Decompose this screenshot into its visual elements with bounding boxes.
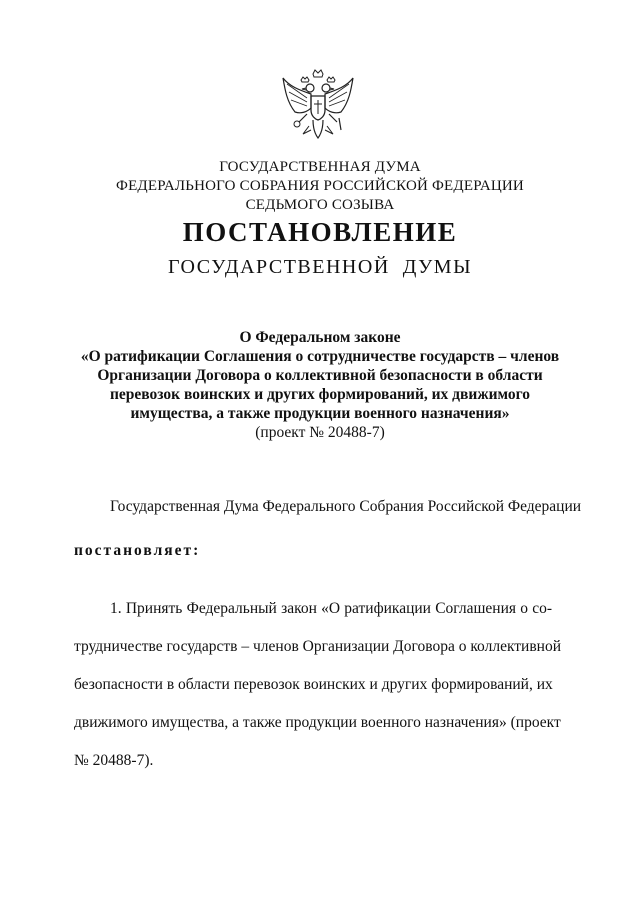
org-line-2: ФЕДЕРАЛЬНОГО СОБРАНИЯ РОССИЙСКОЙ ФЕДЕРАЦИИ (116, 178, 524, 194)
law-heading-line-2: «О ратификации Соглашения о сотрудничестве государств – членов (80, 348, 560, 365)
paragraph-1-line-3: безопасности в области перевозок воинских и других формирований, их (74, 676, 553, 693)
law-heading-line-5: имущества, а также продукции военного назначения» (130, 405, 510, 422)
law-heading-line-4: перевозок воинских и других формирований, их движимого (109, 386, 531, 403)
org-line-1: ГОСУДАРСТВЕННАЯ ДУМА (219, 159, 421, 175)
decides-word: постановляет: (74, 542, 201, 559)
paragraph-1-line-1: 1. Принять Федеральный закон «О ратификации Соглашения о со- (110, 600, 552, 617)
paragraph-1-line-4: движимого имущества, а также продукции военного назначения» (проект (74, 714, 561, 731)
law-heading-line-1: О Федеральном законе (239, 329, 401, 346)
document-subtitle: ГОСУДАРСТВЕННОЙ ДУМЫ (167, 256, 473, 278)
preamble-text: Государственная Дума Федерального Собрания Российской Федерации (110, 498, 582, 515)
paragraph-1-line-2: трудничестве государств – членов Организации Договора о коллективной (74, 638, 562, 655)
issuing-body (0, 158, 640, 215)
org-line-3: СЕДЬМОГО СОЗЫВА (245, 197, 395, 213)
paragraph-1 (74, 590, 562, 780)
law-heading-line-3: Организации Договора о коллективной безопасности в области (97, 367, 543, 384)
russian-coat-of-arms-icon (277, 68, 359, 144)
document-title: ПОСТАНОВЛЕНИЕ (182, 217, 458, 247)
draft-number: (проект № 20488-7) (255, 424, 385, 441)
law-heading (0, 328, 640, 442)
paragraph-1-line-5: № 20488-7). (74, 752, 154, 769)
